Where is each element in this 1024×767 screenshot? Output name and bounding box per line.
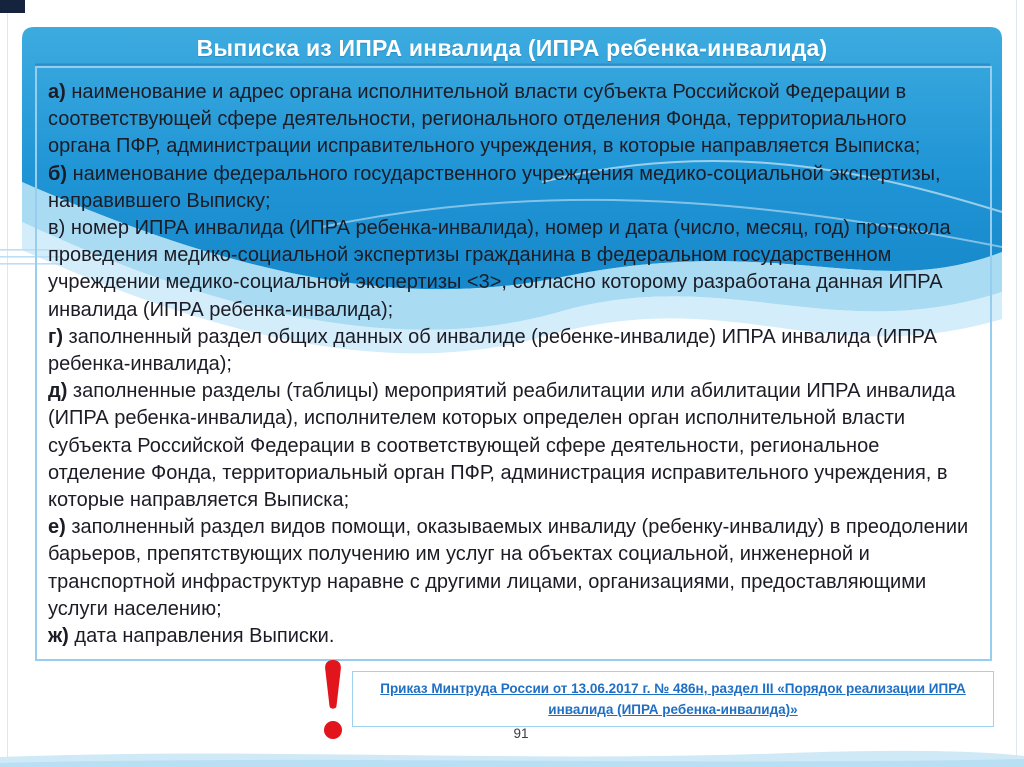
exclamation-icon [320, 658, 346, 742]
body-item: г) заполненный раздел общих данных об инвалиде (ребенке-инвалиде) ИПРА инвалида (ИПРА ребенка-инвалида); [48, 325, 937, 376]
item-marker: е) [48, 516, 66, 539]
corner-accent-block [0, 0, 25, 13]
body-item: ж) дата направления Выписки. [48, 625, 335, 648]
body-item: б) наименование федерального государственного учреждения медико-социальной экспертизы, направившего Выписку; [48, 162, 941, 212]
reference-link[interactable]: Приказ Минтруда России от 13.06.2017 г. № 486н, раздел III «Порядок реализации ИПРА инвалида (ИПРА ребенка-инвалида)» [380, 681, 966, 717]
body-item: д) заполненные разделы (таблицы) мероприятий реабилитации или абилитации ИПРА инвалида (ИПРА ребенка-инвалида), исполнителем которых определен орган исполнительной власти субъекта Российской Федерации в соответствующей сфере деятельности, региональное отделение Фонда, территориальный орган ПФР, администрация исправительного учреждения, в которые направляется Выписка; [48, 380, 956, 512]
body-text [37, 68, 990, 650]
page-number: 91 [513, 726, 529, 741]
item-marker: в) [48, 217, 66, 240]
item-marker: д) [48, 380, 68, 403]
item-marker: ж) [48, 625, 69, 648]
item-marker: б) [48, 162, 68, 185]
slide-title: Выписка из ИПРА инвалида (ИПРА ребенка-инвалида) [196, 35, 828, 61]
body-item: в) номер ИПРА инвалида (ИПРА ребенка-инвалида), номер и дата (число, месяц, год) протокола проведения медико-социальной экспертизы гражданина в федеральном государственном учреждении медико-социальной экспертизы <3>, согласно которому разработана данная ИПРА инвалида (ИПРА ребенка-инвалида); [48, 217, 951, 321]
reference-box [352, 671, 994, 727]
body-item: а) наименование и адрес органа исполнительной власти субъекта Российской Федерации в соответствующей сфере деятельности, регионального отделения Фонда, территориального органа ПФР, администрации исправительного учреждения, в которые направляется Выписка; [48, 81, 921, 158]
item-marker: г) [48, 325, 63, 348]
item-marker: а) [48, 81, 66, 103]
body-panel [35, 66, 992, 661]
body-item: е) заполненный раздел видов помощи, оказываемых инвалиду (ребенку-инвалиду) в преодолении барьеров, препятствующих получению им услуг на объектах социальной, инженерной и транспортной инфраструктур наравне с другими лицами, организациями, предоставляющими услуги населению; [48, 516, 969, 620]
